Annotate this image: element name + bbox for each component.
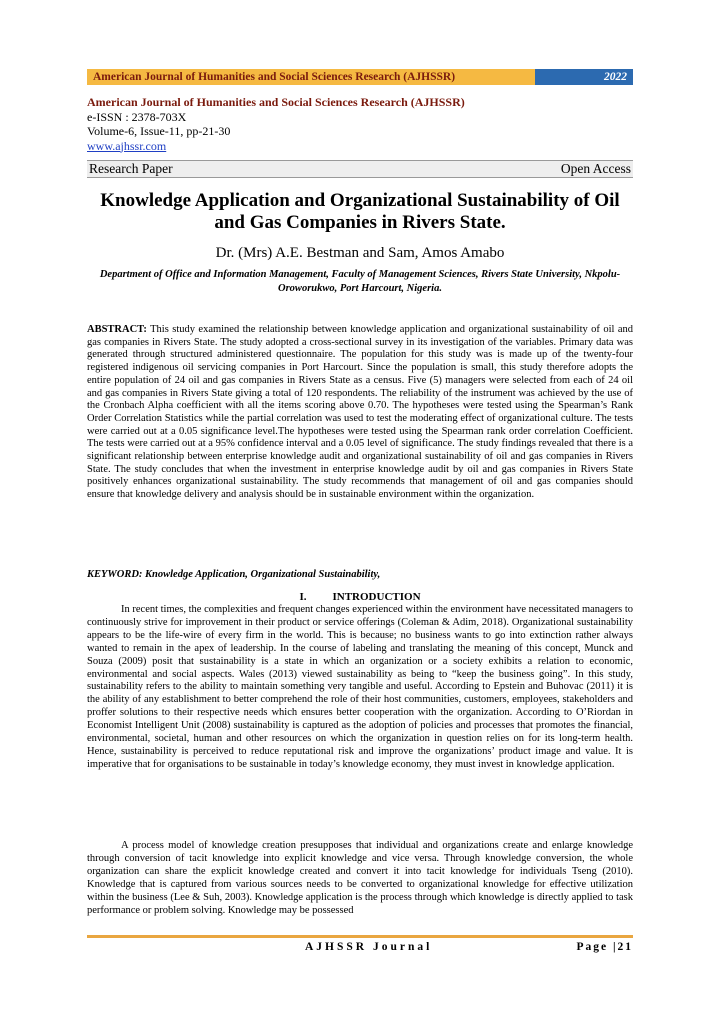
body-paragraph-2: A process model of knowledge creation presupposes that individual and organizations create and enlarge knowledge through conversion of tacit knowledge into explicit knowledge and vice versa. Through knowledge conversion, the whole organization can share the explicit knowledge created and convert it into tacit knowledge for individuals Tseng (2010). Knowledge that is captured from various sources needs to be converted to organizational knowledge for effective utilization within the business (Lee & Suh, 2003). Knowledge application is the process through which knowledge is directly applied to task performance or problem solving. Knowledge may be possessed: [87, 840, 633, 916]
author-affiliation: Department of Office and Information Management, Faculty of Management Sciences, Rivers State University, Nkpolu-Oroworukwo, Port Harcourt, Nigeria.: [99, 269, 621, 294]
paper-type-bar: [87, 160, 633, 178]
banner-year: 2022: [535, 69, 633, 85]
paper-type: Research Paper: [89, 161, 173, 176]
page-number: Page |21: [576, 941, 633, 953]
section-heading: [87, 591, 633, 603]
abstract: [87, 324, 633, 502]
body-paragraph-1: In recent times, the complexities and frequent changes experienced within the environment have necessitated managers to continuously strive for improvement in their product or service offerings (Coleman & Adim, 2018). Organizational sustainability appears to be the life-wire of every firm in the world. This is because; no business wants to go into extinction rather always wanted to remain in the apex of leadership. In the course of labeling and translating the meaning of this concept, Munck and Souza (2009) posit that sustainability is a state in which an organization or a society exhibits a relation to economic, environmental and social aspects. Wales (2013) viewed sustainability as being to “keep the business going”. In this study, sustainability refers to the ability to maintain something very tangible and useful. According to Epstein and Buhovac (2011) it is the ability of any establishment to better comprehend the role of their host communities, customers, employees, stakeholders and proffer solutions to their respective needs which ensures better cooperation with the organization. According to O’Riordan in Economist Intelligent Unit (2008) sustainability is captured as the adoption of policies and processes that promotes the financial, environmental, societal, human and other resources on which the organization in question relies on for its long-term health. Hence, sustainability is perceived to reduce reputational risk and improve the organizations’ product image and value. It is imperative that for organisations to be sustainable in today’s knowledge economy, they must invest in knowledge application.: [87, 604, 633, 770]
journal-website-link[interactable]: www.ajhssr.com: [87, 138, 167, 153]
abstract-label: ABSTRACT:: [87, 324, 147, 335]
issn: e-ISSN : 2378-703X: [87, 109, 187, 124]
abstract-text: This study examined the relationship between knowledge application and organizational sustainability of oil and gas companies in Rivers State. The study adopted a cross-sectional survey in its investigation of the variables. Primary data was generated through structured administered questionnaire. The population for this study was is made up of the twenty-four registered indigenous oil servicing companies in Port Harcourt. Since the population is small, this study therefore adopts the entire population of 24 oil and gas companies in Rivers State as a census. Five (5) managers were selected from each of 24 oil and gas companies in Rivers State giving a total of 120 respondents. The reliability of the instrument was achieved by the use of the Cronbach Alpha coefficient with all the items scoring above 0.70. The hypotheses were tested using the Spearman’s Rank Order Correlation Statistics while the partial correlation was used to test the moderating effect of organizational culture. The tests were carried out at a 0.05 significance level.The hypotheses were tested using the Spearman rank order correlation Coefficient. The tests were carried out at a 95% confidence interval and a 0.05 level of significance. The study findings revealed that there is a significant relationship between enterprise knowledge audit and organizational sustainability of oil and gas companies in Rivers State. The study concludes that when the investment in enterprise knowledge audit by oil and gas companies in Rivers State positively enhances organizational sustainability. The study recommends that management of oil and gas companies should ensure that knowledge delivery and analysis should be in sustainable environment within the organization.: [87, 324, 633, 501]
keywords: KEYWORD: Knowledge Application, Organizational Sustainability,: [87, 569, 381, 580]
section-number: I.: [299, 591, 307, 603]
header-banner: [87, 69, 633, 85]
section-title: INTRODUCTION: [332, 591, 421, 603]
article-title: Knowledge Application and Organizational Sustainability of Oil and Gas Companies in Rivers State.: [100, 190, 620, 233]
document-page: [87, 0, 633, 1024]
footer-journal: AJHSSR Journal: [305, 941, 433, 953]
article-authors: Dr. (Mrs) A.E. Bestman and Sam, Amos Amabo: [215, 245, 505, 261]
journal-name: American Journal of Humanities and Social Sciences Research (AJHSSR): [87, 95, 465, 109]
banner-journal-title: American Journal of Humanities and Social Sciences Research (AJHSSR): [87, 69, 535, 85]
volume-info: Volume-6, Issue-11, pp-21-30: [87, 124, 231, 138]
footer-divider: [87, 935, 633, 938]
journal-meta: [87, 95, 633, 153]
access-type: Open Access: [560, 161, 631, 176]
